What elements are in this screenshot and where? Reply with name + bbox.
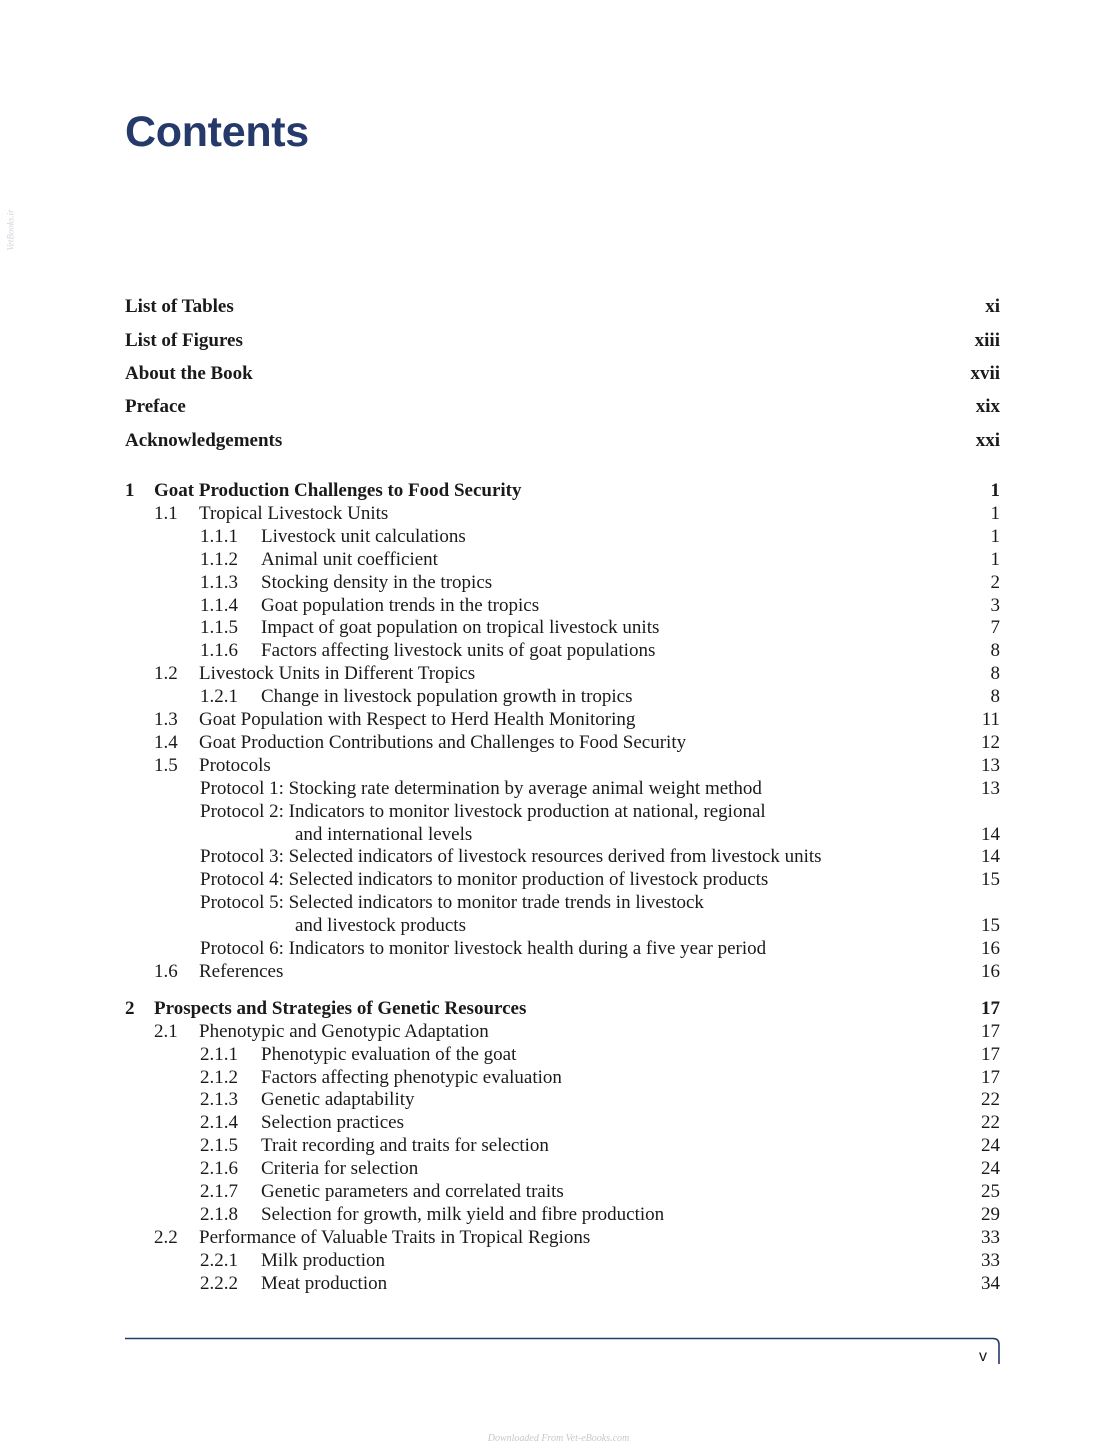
front-matter-page: xxi bbox=[975, 430, 1000, 451]
entry-page: 14 bbox=[981, 846, 1000, 868]
entry-title: Selection practices bbox=[261, 1112, 404, 1134]
subsection-entry[interactable] bbox=[125, 1134, 1000, 1157]
front-matter-page: xiii bbox=[974, 330, 1000, 351]
entry-number: 1.1 bbox=[154, 502, 178, 524]
entry-page: 14 bbox=[981, 823, 1000, 845]
entry-title: Change in livestock population growth in tropics bbox=[261, 686, 633, 708]
front-matter-title: Acknowledgements bbox=[125, 430, 283, 451]
subsection-entry[interactable] bbox=[125, 571, 1000, 594]
subsection-entry[interactable] bbox=[125, 1043, 1000, 1066]
entry-number: 1 bbox=[125, 480, 135, 501]
section-entry[interactable] bbox=[125, 960, 1000, 983]
subsection-entry[interactable] bbox=[125, 1157, 1000, 1180]
entry-title: Milk production bbox=[261, 1249, 386, 1271]
front-matter-page: xvii bbox=[970, 363, 1000, 384]
entry-number: 1.2.1 bbox=[200, 686, 238, 708]
entry-page: 16 bbox=[981, 938, 1000, 959]
entry-page: 22 bbox=[981, 1089, 1000, 1111]
subsection-entry[interactable] bbox=[125, 548, 1000, 571]
protocol-entry[interactable] bbox=[125, 800, 1000, 823]
entry-title: Factors affecting phenotypic evaluation bbox=[261, 1066, 562, 1088]
entry-number: 1.5 bbox=[154, 754, 178, 776]
protocol-entry[interactable] bbox=[125, 823, 1000, 846]
front-matter-title: List of Figures bbox=[125, 330, 243, 351]
entry-page: 1 bbox=[990, 502, 1000, 524]
entry-title: Meat production bbox=[261, 1272, 388, 1294]
entry-title: Goat Production Contributions and Challenges to Food Security bbox=[199, 731, 687, 753]
entry-title: Stocking density in the tropics bbox=[261, 571, 493, 593]
entry-page: 33 bbox=[981, 1249, 1000, 1271]
front-matter-title: Preface bbox=[125, 396, 186, 417]
page-title: Contents bbox=[125, 108, 309, 156]
subsection-entry[interactable] bbox=[125, 525, 1000, 548]
entry-number: 1.6 bbox=[154, 960, 178, 982]
entry-title: Phenotypic and Genotypic Adaptation bbox=[199, 1020, 489, 1042]
side-watermark: VetBooks.ir bbox=[5, 209, 16, 251]
entry-title: Protocol 6: Indicators to monitor livestock health during a five year period bbox=[200, 938, 767, 959]
entry-number: 2.1.3 bbox=[200, 1089, 238, 1111]
entry-title: Protocols bbox=[199, 754, 271, 776]
entry-title: Impact of goat population on tropical livestock units bbox=[261, 617, 660, 639]
section-entry[interactable] bbox=[125, 754, 1000, 777]
entry-number: 1.4 bbox=[154, 731, 178, 753]
entry-title: Selection for growth, milk yield and fibre production bbox=[261, 1203, 665, 1225]
entry-title: Livestock Units in Different Tropics bbox=[199, 663, 476, 685]
chapter-entry[interactable] bbox=[125, 479, 1000, 502]
footer-rule bbox=[125, 1336, 1000, 1366]
entry-page: 15 bbox=[981, 869, 1000, 891]
entry-page: 13 bbox=[981, 777, 1000, 799]
entry-title: Factors affecting livestock units of goat populations bbox=[261, 640, 656, 662]
entry-number: 1.1.6 bbox=[200, 640, 238, 662]
subsection-entry[interactable] bbox=[125, 616, 1000, 639]
entry-title: Goat Population with Respect to Herd Health Monitoring bbox=[199, 709, 636, 730]
section-entry[interactable] bbox=[125, 731, 1000, 754]
entry-page: 24 bbox=[981, 1135, 1000, 1157]
section-entry[interactable] bbox=[125, 1020, 1000, 1043]
entry-title: Protocol 4: Selected indicators to monitor production of livestock products bbox=[200, 869, 769, 891]
entry-title: Goat population trends in the tropics bbox=[261, 594, 540, 616]
entry-title: Performance of Valuable Traits in Tropical Regions bbox=[199, 1226, 591, 1248]
page-number: v bbox=[979, 1348, 987, 1365]
front-matter-title: List of Tables bbox=[125, 296, 234, 317]
entry-number: 1.1.4 bbox=[200, 594, 238, 616]
entry-title: Genetic adaptability bbox=[261, 1089, 415, 1111]
entry-page: 3 bbox=[990, 594, 1000, 616]
entry-title: Genetic parameters and correlated traits bbox=[261, 1181, 564, 1202]
section-entry[interactable] bbox=[125, 502, 1000, 525]
entry-page: 22 bbox=[981, 1112, 1000, 1134]
section-entry[interactable] bbox=[125, 708, 1000, 731]
entry-page: 24 bbox=[981, 1158, 1000, 1180]
entry-number: 2.1.7 bbox=[200, 1181, 238, 1202]
front-matter-title: About the Book bbox=[125, 363, 253, 384]
entry-number: 2 bbox=[125, 997, 135, 1019]
entry-page: 8 bbox=[990, 640, 1000, 662]
entry-title: References bbox=[199, 960, 284, 982]
entry-page: 25 bbox=[981, 1181, 1000, 1202]
entry-title: Prospects and Strategies of Genetic Resources bbox=[154, 997, 527, 1019]
entry-page: 7 bbox=[990, 617, 1000, 639]
entry-page: 1 bbox=[990, 525, 1000, 547]
entry-number: 2.1.2 bbox=[200, 1066, 238, 1088]
entry-title: Goat Production Challenges to Food Security bbox=[154, 480, 522, 501]
entry-page: 15 bbox=[981, 915, 1000, 937]
front-matter-page: xix bbox=[975, 396, 1000, 417]
entry-title: Protocol 2: Indicators to monitor livestock production at national, regional bbox=[200, 800, 766, 822]
entry-title: Criteria for selection bbox=[261, 1158, 419, 1180]
entry-page: 2 bbox=[990, 571, 1000, 593]
entry-title: and international levels bbox=[295, 823, 473, 845]
subsection-entry[interactable] bbox=[125, 685, 1000, 708]
protocol-entry[interactable] bbox=[125, 868, 1000, 891]
entry-title: Phenotypic evaluation of the goat bbox=[261, 1043, 517, 1065]
entry-number: 2.2 bbox=[154, 1226, 178, 1248]
front-matter-item[interactable] bbox=[125, 429, 1000, 453]
entry-number: 1.2 bbox=[154, 663, 178, 685]
subsection-entry[interactable] bbox=[125, 1066, 1000, 1089]
chapter-entry[interactable] bbox=[125, 997, 1000, 1020]
entry-title: Trait recording and traits for selection bbox=[261, 1135, 549, 1157]
entry-number: 1.1.1 bbox=[200, 525, 238, 547]
entry-page: 1 bbox=[990, 480, 1000, 501]
entry-number: 2.1.4 bbox=[200, 1112, 238, 1134]
entry-number: 2.2.1 bbox=[200, 1249, 238, 1271]
entry-title: Protocol 1: Stocking rate determination by average animal weight method bbox=[200, 777, 762, 799]
protocol-entry[interactable] bbox=[125, 845, 1000, 868]
protocol-entry[interactable] bbox=[125, 914, 1000, 937]
subsection-entry[interactable] bbox=[125, 1272, 1000, 1295]
subsection-entry[interactable] bbox=[125, 1088, 1000, 1111]
section-entry[interactable] bbox=[125, 1226, 1000, 1249]
entry-page: 17 bbox=[981, 1043, 1000, 1065]
entry-number: 2.2.2 bbox=[200, 1272, 238, 1294]
subsection-entry[interactable] bbox=[125, 1111, 1000, 1134]
subsection-entry[interactable] bbox=[125, 639, 1000, 662]
protocol-entry[interactable] bbox=[125, 937, 1000, 960]
entry-page: 16 bbox=[981, 960, 1000, 982]
entry-number: 2.1.6 bbox=[200, 1158, 238, 1180]
entry-page: 11 bbox=[981, 709, 1000, 730]
entry-title: Animal unit coefficient bbox=[261, 548, 438, 570]
entry-page: 1 bbox=[990, 548, 1000, 570]
entry-page: 8 bbox=[990, 663, 1000, 685]
entry-number: 2.1 bbox=[154, 1020, 178, 1042]
entry-page: 17 bbox=[981, 1066, 1000, 1088]
protocol-entry[interactable] bbox=[125, 777, 1000, 800]
subsection-entry[interactable] bbox=[125, 1249, 1000, 1272]
subsection-entry[interactable] bbox=[125, 1180, 1000, 1203]
download-watermark: Downloaded From Vet-eBooks.com bbox=[487, 1433, 630, 1444]
entry-title: Protocol 5: Selected indicators to monitor trade trends in livestock bbox=[200, 892, 704, 914]
subsection-entry[interactable] bbox=[125, 1203, 1000, 1226]
entry-page: 8 bbox=[990, 686, 1000, 708]
entry-title: Tropical Livestock Units bbox=[199, 502, 389, 524]
entry-number: 2.1.8 bbox=[200, 1203, 238, 1225]
front-matter-item[interactable] bbox=[125, 395, 1000, 419]
entry-page: 13 bbox=[981, 754, 1000, 776]
front-matter-item[interactable] bbox=[125, 295, 1000, 319]
front-matter-item[interactable] bbox=[125, 329, 1000, 353]
entry-page: 34 bbox=[981, 1272, 1000, 1294]
protocol-entry[interactable] bbox=[125, 891, 1000, 914]
entry-number: 1.1.3 bbox=[200, 571, 238, 593]
entry-title: Protocol 3: Selected indicators of livestock resources derived from livestock units bbox=[200, 846, 822, 868]
section-entry[interactable] bbox=[125, 662, 1000, 685]
entry-page: 12 bbox=[981, 731, 1000, 753]
entry-page: 17 bbox=[981, 1020, 1000, 1042]
entry-page: 17 bbox=[981, 997, 1000, 1019]
entry-number: 1.1.2 bbox=[200, 548, 238, 570]
entry-page: 33 bbox=[981, 1226, 1000, 1248]
entry-number: 1.3 bbox=[154, 709, 178, 730]
entry-number: 2.1.5 bbox=[200, 1135, 238, 1157]
entry-title: and livestock products bbox=[295, 915, 466, 937]
subsection-entry[interactable] bbox=[125, 594, 1000, 617]
entry-page: 29 bbox=[981, 1203, 1000, 1225]
entry-number: 1.1.5 bbox=[200, 617, 238, 639]
entry-number: 2.1.1 bbox=[200, 1043, 238, 1065]
front-matter-page: xi bbox=[985, 296, 1000, 317]
entry-title: Livestock unit calculations bbox=[261, 525, 466, 547]
front-matter-item[interactable] bbox=[125, 362, 1000, 386]
